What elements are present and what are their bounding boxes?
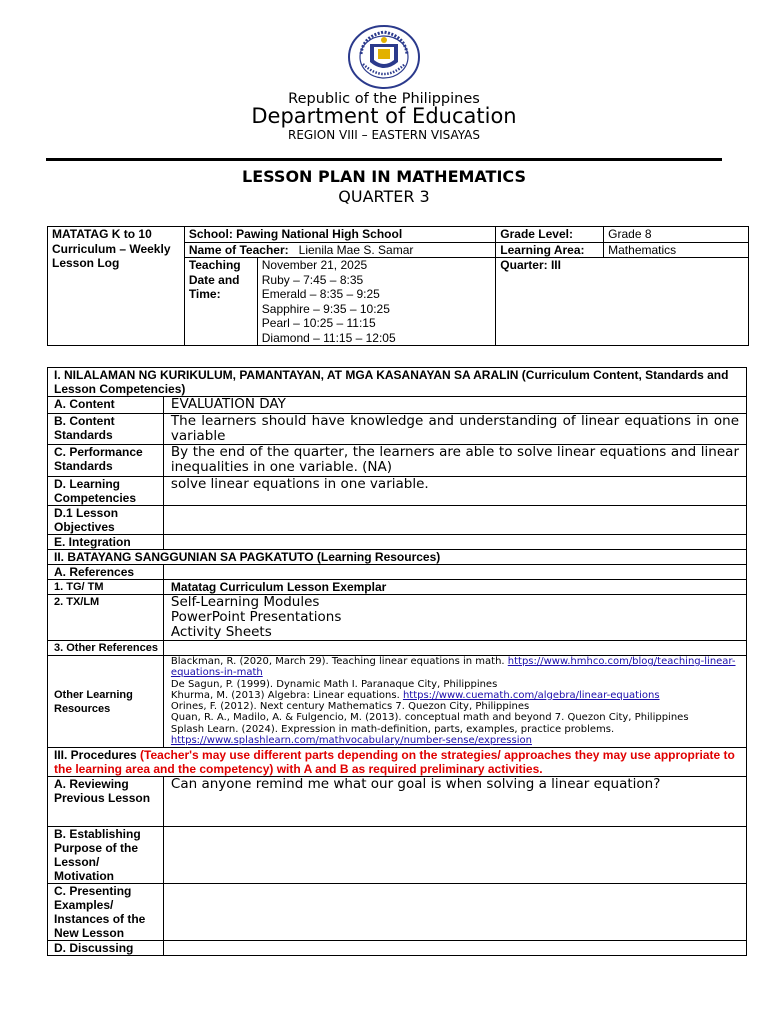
schedule-item: Emerald – 8:35 – 9:25 (261, 287, 380, 301)
reference-item (171, 735, 739, 746)
other-references-value (163, 641, 746, 656)
teacher-name: Lienila Mae S. Samar (298, 242, 414, 257)
content-value: EVALUATION DAY (163, 397, 746, 414)
learning-area-label: Learning Area: (496, 242, 604, 258)
reference-item: Quan, R. A., Madilo, A. & Fulgencio, M. (2013). conceptual math and beyond 7. Quezon City, Philippines (170, 712, 689, 724)
section-procedures-heading (48, 748, 747, 777)
section-resources-heading: II. BATAYANG SANGGUNIAN SA PAGKATUTO (Learning Resources) (48, 550, 747, 565)
reviewing-label: A. Reviewing Previous Lesson (48, 777, 164, 827)
other-references-label: 3. Other References (48, 641, 164, 656)
tx-lm-label: 2. TX/LM (48, 595, 164, 641)
discussing-label: D. Discussing (48, 941, 164, 956)
region-name: REGION VIII – EASTERN VISAYAS (288, 128, 480, 142)
teacher-cell (184, 242, 495, 258)
tg-tm-label: 1. TG/ TM (48, 580, 164, 595)
teacher-label: Name of Teacher: (188, 242, 289, 257)
quarter-title: QUARTER 3 (338, 187, 430, 206)
school-name: School: Pawing National High School (184, 227, 495, 243)
performance-standards-label: C. Performance Standards (48, 445, 164, 477)
schedule-item: Diamond – 11:15 – 12:05 (261, 330, 396, 345)
page-title: LESSON PLAN IN MATHEMATICS (242, 167, 526, 186)
procedures-title: III. Procedures (54, 748, 137, 762)
lesson-info-table (47, 226, 749, 346)
log-label: MATATAG K to 10 Curriculum – Weekly Lesson Log (48, 227, 185, 346)
quarter-label: Quarter: III (496, 258, 749, 346)
presenting-value (163, 884, 746, 941)
reference-item: Orines, F. (2012). Next century Mathematics 7. Quezon City, Philippines (170, 701, 530, 713)
tx-lm-item: Activity Sheets (170, 624, 272, 640)
reference-link[interactable]: https://www.splashlearn.com/mathvocabulary/number-sense/expression (170, 735, 532, 747)
performance-standards-value: By the end of the quarter, the learners are able to solve linear equations and linear inequalities in one variable. (NA) (163, 445, 746, 477)
integration-value (163, 535, 746, 550)
discussing-value (163, 941, 746, 956)
content-label: A. Content (48, 397, 164, 414)
reference-item (171, 656, 739, 679)
reference-item: Splash Learn. (2024). Expression in math-definition, parts, examples, practice problems. (170, 723, 615, 735)
learning-competencies-value: solve linear equations in one variable. (163, 477, 746, 506)
reviewing-value: Can anyone remind me what our goal is when solving a linear equation? (163, 777, 746, 827)
teaching-date: November 21, 2025 (261, 258, 368, 272)
reference-text: Blackman, R. (2020, March 29). Teaching linear equations in math. (170, 656, 508, 667)
reference-list (163, 656, 746, 748)
section-curriculum-heading: I. NILALAMAN NG KURIKULUM, PAMANTAYAN, AT MGA KASANAYAN SA ARALIN (Curriculum Content, Standards and Lesson Competencies) (48, 368, 747, 397)
schedule-cell (257, 258, 496, 346)
references-label: A. References (48, 565, 164, 580)
tx-lm-item: PowerPoint Presentations (170, 609, 342, 625)
procedures-note: (Teacher's may use different parts depending on the strategies/ approaches they may use appropriate to the learning area and the competency) with A and B as required preliminary activities. (54, 748, 735, 776)
tg-tm-value: Matatag Curriculum Lesson Exemplar (163, 580, 746, 595)
department-name: Department of Education (251, 104, 517, 128)
integration-label: E. Integration (48, 535, 164, 550)
establishing-label: B. Establishing Purpose of the Lesson/ Motivation (48, 827, 164, 884)
grade-level-label: Grade Level: (496, 227, 604, 243)
tx-lm-item: Self-Learning Modules (170, 594, 320, 610)
tx-lm-list (163, 595, 746, 641)
lesson-objectives-value (163, 506, 746, 535)
schedule-item: Sapphire – 9:35 – 10:25 (261, 301, 390, 316)
content-standards-label: B. Content Standards (48, 414, 164, 445)
learning-competencies-label: D. Learning Competencies (48, 477, 164, 506)
teaching-date-label: Teaching Date and Time: (184, 258, 257, 346)
schedule-item: Pearl – 10:25 – 11:15 (261, 316, 376, 330)
reference-item: De Sagun, P. (1999). Dynamic Math I. Paranaque City, Philippines (170, 678, 498, 690)
establishing-value (163, 827, 746, 884)
learning-area-value: Mathematics (604, 242, 749, 258)
reference-link[interactable]: https://www.hmhco.com/blog/teaching-linear-equations-in-math (170, 656, 736, 679)
reference-text: Khurma, M. (2013) Algebra: Linear equations. (170, 689, 403, 701)
content-standards-value: The learners should have knowledge and understanding of linear equations in one variable (163, 414, 746, 445)
grade-level-value: Grade 8 (604, 227, 749, 243)
lesson-objectives-label: D.1 Lesson Objectives (48, 506, 164, 535)
lesson-plan-table (47, 367, 747, 956)
header-divider (46, 158, 722, 161)
deped-seal-logo (347, 24, 421, 90)
other-resources-label: Other Learning Resources (48, 656, 164, 748)
schedule-item: Ruby – 7:45 – 8:35 (261, 272, 364, 287)
presenting-label: C. Presenting Examples/ Instances of the New Lesson (48, 884, 164, 941)
reference-link[interactable]: https://www.cuemath.com/algebra/linear-equations (402, 689, 660, 701)
country-name: Republic of the Philippines (288, 91, 480, 107)
references-value (163, 565, 746, 580)
reference-item (171, 690, 739, 701)
